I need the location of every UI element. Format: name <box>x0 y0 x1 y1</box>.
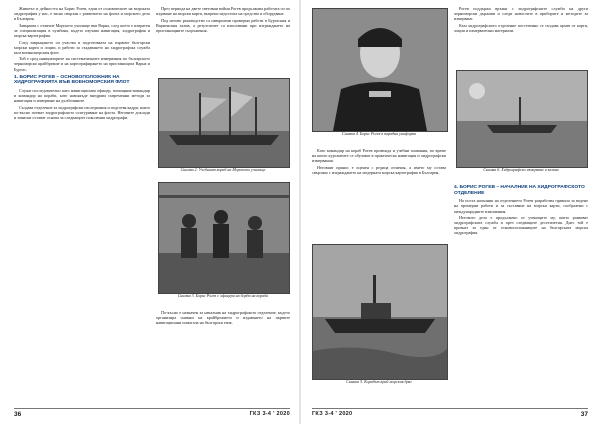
journal-title: ГКЗ 3-4 ' 2020 <box>312 411 353 417</box>
page-footer <box>312 408 588 421</box>
right-page <box>300 0 600 424</box>
paragraph: Завършва с отличие Морското училище във Варна, след което е изпратен за специализация в чужбина, където изучава навигация, хидрография и морска картография. <box>14 22 150 39</box>
paragraph: Животът и дейността на Борис Рогев, един от основателите на морската хидрография у нас, е тясно свързан с развитието на флота и морското дело в България. <box>14 6 150 22</box>
paragraph: По-късно е назначен за началник на хидрографското отделение, където организира снимки на крайбрежието и издаването на първите навигационни помагала на български език. <box>156 310 290 326</box>
photo-caption: Снимка 3. Борис Рогев с офицери на борда на кораба <box>177 293 269 298</box>
journal-title: ГКЗ 3-4 ' 2020 <box>249 411 290 417</box>
left-col-2-top <box>156 6 290 74</box>
photo-caption: Снимка 4. Борис Рогев в парадна униформа <box>341 131 417 136</box>
photo-portrait <box>312 8 448 132</box>
paragraph: Към хидрографското отделение постепенно се създава архив от карти, лоции и измервателни материали. <box>454 22 588 33</box>
paragraph: Създава отделение за хидрографски изследвания и подготвя кадри, които по-късно поемат хидрографското осигуряване на флота. Неговите доклади и записки остават основа за следващите поколения хидрографи. <box>14 104 150 121</box>
page-number: 37 <box>580 411 588 418</box>
paragraph: Под негово ръководство са извършени промерни работи в Бургаския и Варненския залив, а резултатите са използвани при изграждането на пристанищните съоръжения. <box>156 17 290 33</box>
right-col-2-bottom <box>454 182 588 400</box>
paragraph: След завръщането си участва в подготовката на първите български морски карти и лоции, и работи за създаването на хидрографска служба към военноморския флот. <box>14 39 150 55</box>
paragraph: Като командир на кораб Рогев провежда и учебни плавания, по време на които курсантите се обучават в практическа навигация и хидрографски измервания. <box>312 148 446 164</box>
page-footer <box>14 408 290 421</box>
photo-training-ship <box>158 78 290 168</box>
left-col-1 <box>14 6 150 396</box>
paragraph: Служи последователно като навигационен офицер, помощник-командир и командир на кораби, като навсякъде внедрява съвременни методи за навигация и измерване на дълбочините. <box>14 87 150 104</box>
photo-ship-at-shore <box>312 244 448 380</box>
paragraph: Рогев поддържа връзки с хидрографските служби на други черноморски държави и следи новостите в приборите и методите за измерване. <box>454 6 588 22</box>
paragraph: През периода на двете световни войни Рогев продължава работата си по издаване на морски карти, въпреки недостига на средства и оборудване. <box>156 6 290 17</box>
right-col-2-top <box>454 6 588 66</box>
paragraph: Неговият принос е оценен с редица отличия, а името му остава свързано с изграждането на модерната морска картография в България. <box>312 164 446 175</box>
section-heading: 1. БОРИС РОГЕВ – ОСНОВОПОЛОЖНИК НА ХИДРОГРАФИЯТА ВЪВ ВОЕНОМОРСКИЯ ФЛОТ <box>14 74 130 86</box>
page-number: 36 <box>14 411 22 418</box>
left-col-2-bottom <box>156 310 290 400</box>
right-col-1 <box>312 148 446 240</box>
photo-caption: Снимка 5. Корабът край морския бряг <box>346 379 412 384</box>
paragraph: На поста началник на отделението Рогев разработва правила за водене на промерни работи и за съставяне на морски карти, съобразени с международните изисквания. <box>454 198 588 214</box>
photo-hydrographic-survey <box>456 70 588 168</box>
photo-caption: Снимка 6. Хидрографско измерване в залива <box>483 167 559 172</box>
section-heading: 4. БОРИС РОГЕВ – НАЧАЛНИК НА ХИДРОГРАФСКОТО ОТДЕЛЕНИЕ <box>454 185 585 196</box>
paragraph: Той е сред инициаторите на систематичните измервания по българското черноморско крайбрежие и на картографирането на пристанищата Варна и Бургас. <box>14 56 150 72</box>
paragraph: Неговото дело е продължено от учениците му, които развиват хидрографската служба и през следващите десетилетия. Днес той е признат за един от основоположниците на българската морска хидрография. <box>454 214 588 236</box>
photo-officers-on-deck <box>158 182 290 294</box>
photo-caption: Снимка 2. Учебният кораб на Морското училище <box>180 167 266 172</box>
